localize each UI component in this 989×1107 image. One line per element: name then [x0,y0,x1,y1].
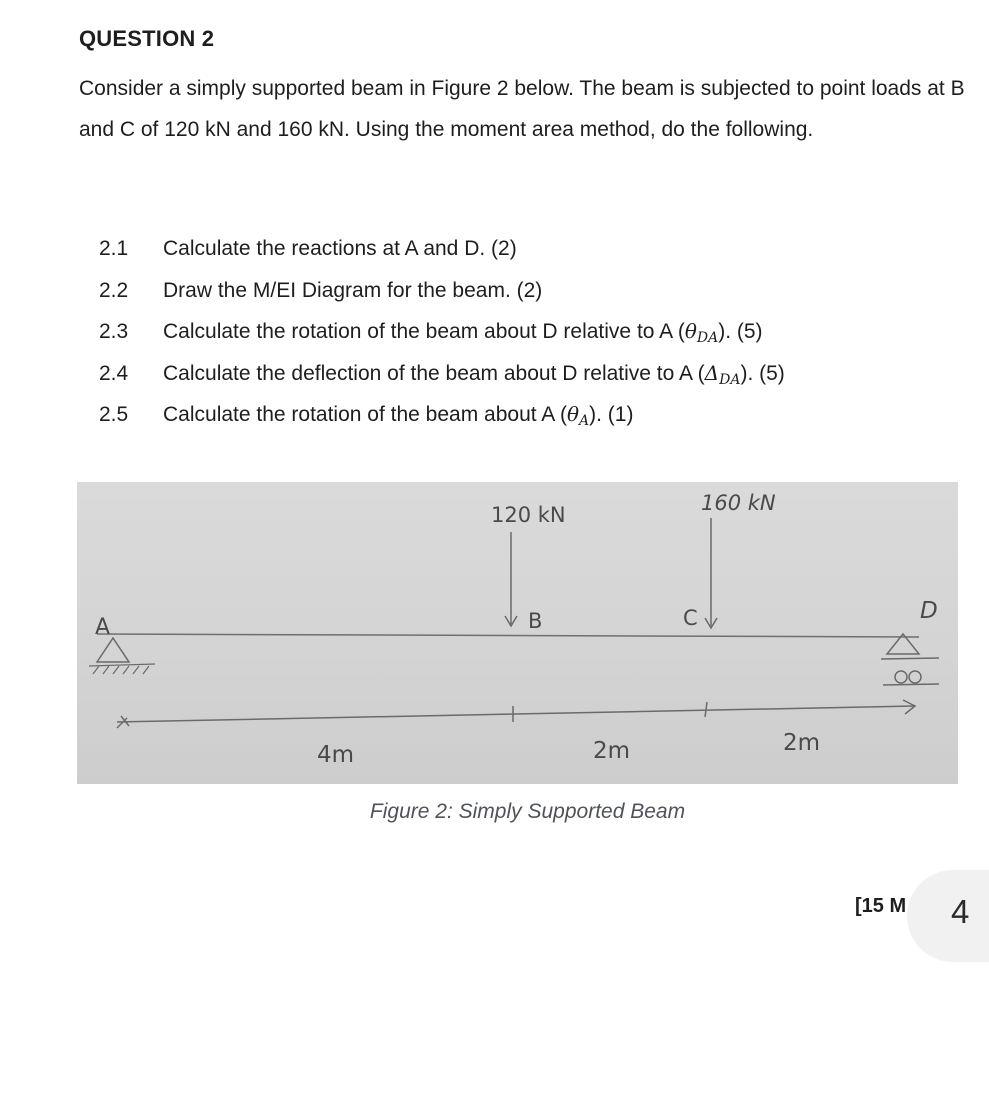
math-symbol [704,360,741,388]
task-item [99,311,959,353]
span-label-bc: 2m [593,738,631,764]
task-text-before: Calculate the rotation of the beam about A ( [163,403,567,426]
dimension-tick-c [705,702,707,717]
task-number: 2.2 [99,278,129,302]
task-text [163,394,633,436]
task-item [99,394,959,436]
task-text [163,311,763,353]
span-label-ab: 4m [317,742,355,768]
question-heading: QUESTION 2 [79,26,215,51]
roller-base-line [881,658,939,659]
task-item [99,270,959,312]
pin-support-icon [97,638,129,662]
page-number-badge [907,870,989,962]
math-symbol [684,319,719,346]
task-text-after: ). (1) [589,403,634,426]
dimension-line [117,706,915,722]
task-item [99,228,959,270]
span-label-cd: 2m [783,730,821,756]
figure-caption: Figure 2: Simply Supported Beam [369,800,686,823]
task-list [99,228,959,436]
task-text-before: Calculate the rotation of the beam about D relative to A ( [163,320,685,343]
task-item [99,353,959,395]
dimension-arrow-right-icon [903,700,915,714]
point-label-a: A [95,615,111,640]
symbol-subscript: DA [719,371,741,388]
point-label-d: D [920,598,938,624]
task-number: 2.4 [99,361,129,385]
task-text-after: ). (5) [740,361,785,385]
symbol-subscript: DA [696,330,719,346]
beam-figure [77,482,958,784]
task-number: 2.5 [99,403,129,426]
task-text-after: ). (5) [718,320,763,343]
roller-wheel-icon [909,671,921,683]
math-symbol [566,402,590,429]
roller-ground-line [883,684,939,685]
task-text-before: Calculate the deflection of the beam about D relative to A ( [163,361,705,385]
marks-total: [15 M [855,895,907,917]
roller-wheel-icon [895,671,907,683]
symbol-theta: θ [566,402,579,426]
load-label-b: 120 kN [491,503,566,527]
symbol-delta: Δ [704,360,720,385]
task-number: 2.3 [99,320,129,343]
ground-hatch-icon [89,664,155,674]
symbol-theta: θ [684,319,697,343]
symbol-subscript: A [578,413,590,429]
task-text: Draw the M/EI Diagram for the beam. (2) [163,278,543,302]
question-intro: Consider a simply supported beam in Figure 2 below. The beam is subjected to point loads at B and C of 120 kN and 160 kN. Using the moment area method, do the following. [79,77,965,141]
point-label-b: B [528,609,543,633]
task-number: 2.1 [99,237,129,260]
point-label-c: C [683,606,698,630]
load-label-c: 160 kN [701,491,776,515]
beam-diagram [77,482,958,784]
page-number: 4 [951,893,970,930]
task-text: Calculate the reactions at A and D. (2) [163,237,517,260]
task-text [163,353,785,395]
beam-line [97,634,919,637]
